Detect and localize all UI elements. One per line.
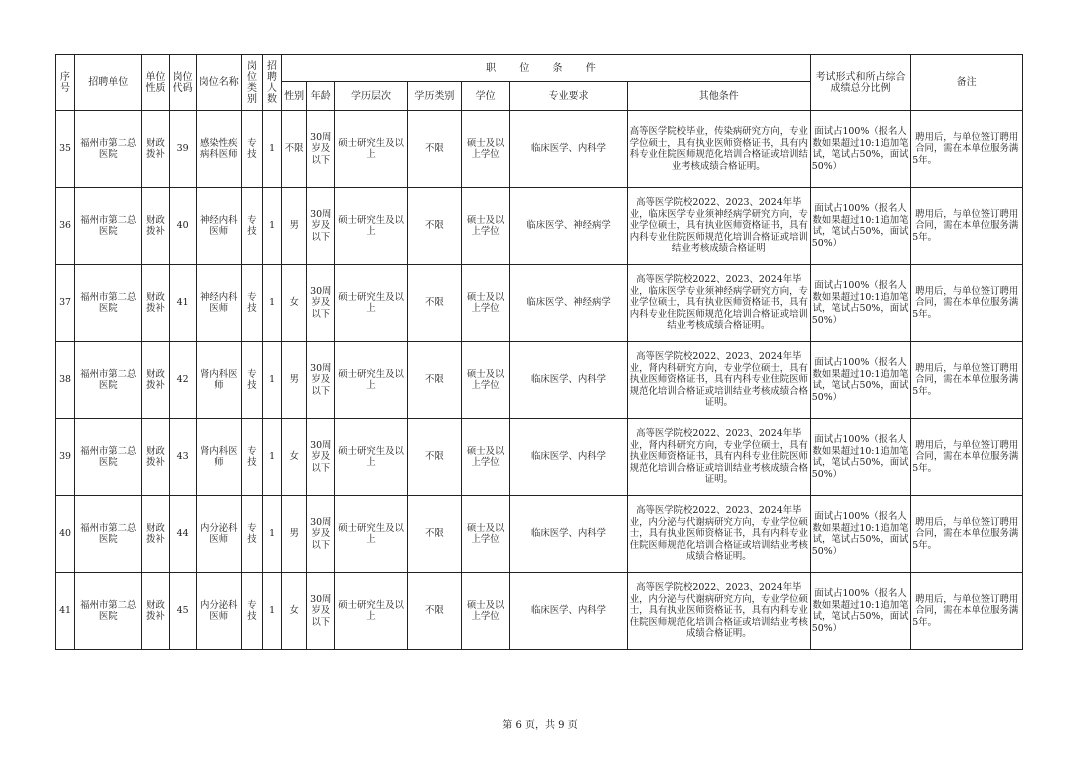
cell-other: 高等医学院校2022、2023、2024年毕业，肾内科研究方向，专业学位硕士，具有执业医师资格证书，具有内科专业住院医师规范化培训合格证或培训结业考核成绩合格证明。 [627,342,810,419]
cell-edu-level: 硕士研究生及以上 [335,419,407,496]
cell-nature: 财政拨补 [142,573,169,650]
cell-major: 临床医学、内科学 [510,573,628,650]
cell-other: 高等医学院校2022、2023、2024年毕业，内分泌与代谢病研究方向，专业学位硕士，具有执业医师资格证书，具有内科专业住院医师规范化培训合格证或培训结业考核成绩合格证明。 [627,496,810,573]
cell-seq: 35 [56,111,75,188]
cell-remark: 聘用后，与单位签订聘用合同，需在本单位服务满5年。 [911,265,1023,342]
cell-category: 专技 [241,573,262,650]
cell-edu-type: 不限 [407,573,461,650]
header-remark: 备注 [911,55,1023,111]
table-row [56,573,1023,650]
cell-code: 43 [169,419,196,496]
cell-post-name: 内分泌科医师 [196,573,241,650]
cell-code: 39 [169,111,196,188]
cell-nature: 财政拨补 [142,265,169,342]
cell-edu-type: 不限 [407,111,461,188]
cell-other: 高等医学院校2022、2023、2024年毕业，肾内科研究方向，专业学位硕士，具有执业医师资格证书，具有内科专业住院医师规范化培训合格证或培训结业考核成绩合格证明。 [627,419,810,496]
cell-nature: 财政拨补 [142,419,169,496]
cell-exam: 面试占100%（报名人数如果超过10:1追加笔试，笔试占50%，面试50%） [810,265,911,342]
cell-major: 临床医学、内科学 [510,111,628,188]
header-age: 年龄 [307,82,335,111]
header-nature: 单位性质 [142,55,169,111]
table-row [56,496,1023,573]
cell-post-name: 神经内科医师 [196,188,241,265]
cell-code: 42 [169,342,196,419]
header-code: 岗位代码 [169,55,196,111]
cell-remark: 聘用后，与单位签订聘用合同，需在本单位服务满5年。 [911,342,1023,419]
header-seq: 序号 [56,55,75,111]
cell-other: 高等医学院校2022、2023、2024年毕业，临床医学专业须神经病学研究方向，专业学位硕士，具有执业医师资格证书，具有内科专业住院医师规范化培训合格证或培训结业考核成绩合格证明 [627,188,810,265]
cell-category: 专技 [241,265,262,342]
cell-degree: 硕士及以上学位 [461,342,509,419]
header-post-name: 岗位名称 [196,55,241,111]
header-degree: 学位 [461,82,509,111]
cell-age: 30周岁及以下 [307,496,335,573]
cell-unit: 福州市第二总医院 [75,342,142,419]
header-gender: 性别 [282,82,307,111]
cell-remark: 聘用后，与单位签订聘用合同，需在本单位服务满5年。 [911,419,1023,496]
cell-exam: 面试占100%（报名人数如果超过10:1追加笔试，笔试占50%，面试50%） [810,188,911,265]
cell-category: 专技 [241,342,262,419]
cell-age: 30周岁及以下 [307,342,335,419]
header-unit: 招聘单位 [75,55,142,111]
cell-seq: 39 [56,419,75,496]
cell-post-name: 内分泌科医师 [196,496,241,573]
table-row [56,265,1023,342]
cell-age: 30周岁及以下 [307,265,335,342]
cell-count: 1 [263,342,282,419]
cell-code: 41 [169,265,196,342]
cell-code: 40 [169,188,196,265]
cell-age: 30周岁及以下 [307,111,335,188]
cell-edu-type: 不限 [407,496,461,573]
cell-exam: 面试占100%（报名人数如果超过10:1追加笔试，笔试占50%，面试50%） [810,496,911,573]
header-edu-level: 学历层次 [335,82,407,111]
cell-count: 1 [263,419,282,496]
page-footer: 第 6 页，共 9 页 [502,720,578,731]
cell-gender: 男 [282,342,307,419]
cell-remark: 聘用后，与单位签订聘用合同，需在本单位服务满5年。 [911,188,1023,265]
cell-exam: 面试占100%（报名人数如果超过10:1追加笔试，笔试占50%，面试50%） [810,342,911,419]
cell-age: 30周岁及以下 [307,188,335,265]
cell-count: 1 [263,265,282,342]
cell-edu-type: 不限 [407,265,461,342]
cell-degree: 硕士及以上学位 [461,496,509,573]
cell-major: 临床医学、内科学 [510,342,628,419]
cell-code: 44 [169,496,196,573]
cell-unit: 福州市第二总医院 [75,265,142,342]
cell-edu-type: 不限 [407,419,461,496]
cell-post-name: 肾内科医师 [196,342,241,419]
cell-gender: 女 [282,573,307,650]
cell-other: 高等医学院校毕业，传染病研究方向，专业学位硕士，具有执业医师资格证书，具有内科专业住院医师规范化培训合格证或培训结业考核成绩合格证明。 [627,111,810,188]
cell-degree: 硕士及以上学位 [461,573,509,650]
table-row [56,188,1023,265]
cell-code: 45 [169,573,196,650]
cell-exam: 面试占100%（报名人数如果超过10:1追加笔试，笔试占50%，面试50%） [810,419,911,496]
cell-count: 1 [263,573,282,650]
cell-edu-type: 不限 [407,342,461,419]
cell-edu-level: 硕士研究生及以上 [335,188,407,265]
cell-exam: 面试占100%（报名人数如果超过10:1追加笔试，笔试占50%，面试50%） [810,573,911,650]
cell-major: 临床医学、神经病学 [510,188,628,265]
cell-unit: 福州市第二总医院 [75,111,142,188]
cell-count: 1 [263,111,282,188]
table-row [56,419,1023,496]
cell-other: 高等医学院校2022、2023、2024年毕业，内分泌与代谢病研究方向，专业学位硕士，具有执业医师资格证书，具有内科专业住院医师规范化培训合格证或培训结业考核成绩合格证明。 [627,573,810,650]
cell-age: 30周岁及以下 [307,419,335,496]
cell-count: 1 [263,188,282,265]
cell-age: 30周岁及以下 [307,573,335,650]
cell-degree: 硕士及以上学位 [461,111,509,188]
cell-degree: 硕士及以上学位 [461,419,509,496]
cell-edu-level: 硕士研究生及以上 [335,573,407,650]
cell-remark: 聘用后，与单位签订聘用合同，需在本单位服务满5年。 [911,111,1023,188]
cell-seq: 36 [56,188,75,265]
cell-post-name: 感染性疾病科医师 [196,111,241,188]
cell-remark: 聘用后，与单位签订聘用合同，需在本单位服务满5年。 [911,573,1023,650]
cell-nature: 财政拨补 [142,188,169,265]
cell-post-name: 神经内科医师 [196,265,241,342]
cell-edu-level: 硕士研究生及以上 [335,496,407,573]
cell-degree: 硕士及以上学位 [461,188,509,265]
cell-major: 临床医学、内科学 [510,496,628,573]
header-exam: 考试形式和所占综合成绩总分比例 [810,55,911,111]
cell-category: 专技 [241,419,262,496]
cell-seq: 41 [56,573,75,650]
cell-degree: 硕士及以上学位 [461,265,509,342]
table-row [56,111,1023,188]
cell-gender: 女 [282,265,307,342]
cell-gender: 男 [282,496,307,573]
cell-gender: 女 [282,419,307,496]
cell-seq: 38 [56,342,75,419]
cell-edu-level: 硕士研究生及以上 [335,265,407,342]
cell-nature: 财政拨补 [142,342,169,419]
cell-nature: 财政拨补 [142,111,169,188]
table-row [56,342,1023,419]
cell-gender: 男 [282,188,307,265]
cell-edu-level: 硕士研究生及以上 [335,111,407,188]
cell-seq: 40 [56,496,75,573]
cell-other: 高等医学院校2022、2023、2024年毕业，临床医学专业须神经病学研究方向，专业学位硕士，具有执业医师资格证书，具有内科专业住院医师规范化培训合格证或培训结业考核成绩合格证明。 [627,265,810,342]
cell-edu-type: 不限 [407,188,461,265]
cell-count: 1 [263,496,282,573]
cell-edu-level: 硕士研究生及以上 [335,342,407,419]
header-category: 岗位类别 [241,55,262,111]
cell-unit: 福州市第二总医院 [75,496,142,573]
header-conditions: 职 位 条 件 [282,55,811,82]
cell-category: 专技 [241,111,262,188]
cell-nature: 财政拨补 [142,496,169,573]
cell-unit: 福州市第二总医院 [75,419,142,496]
cell-major: 临床医学、神经病学 [510,265,628,342]
header-count: 招聘人数 [263,55,282,111]
recruitment-table [55,54,1023,650]
header-major: 专业要求 [510,82,628,111]
cell-major: 临床医学、内科学 [510,419,628,496]
cell-seq: 37 [56,265,75,342]
header-other: 其他条件 [627,82,810,111]
cell-post-name: 肾内科医师 [196,419,241,496]
cell-exam: 面试占100%（报名人数如果超过10:1追加笔试，笔试占50%，面试50%） [810,111,911,188]
cell-unit: 福州市第二总医院 [75,573,142,650]
cell-unit: 福州市第二总医院 [75,188,142,265]
cell-category: 专技 [241,496,262,573]
cell-gender: 不限 [282,111,307,188]
header-edu-type: 学历类别 [407,82,461,111]
cell-remark: 聘用后，与单位签订聘用合同，需在本单位服务满5年。 [911,496,1023,573]
cell-category: 专技 [241,188,262,265]
